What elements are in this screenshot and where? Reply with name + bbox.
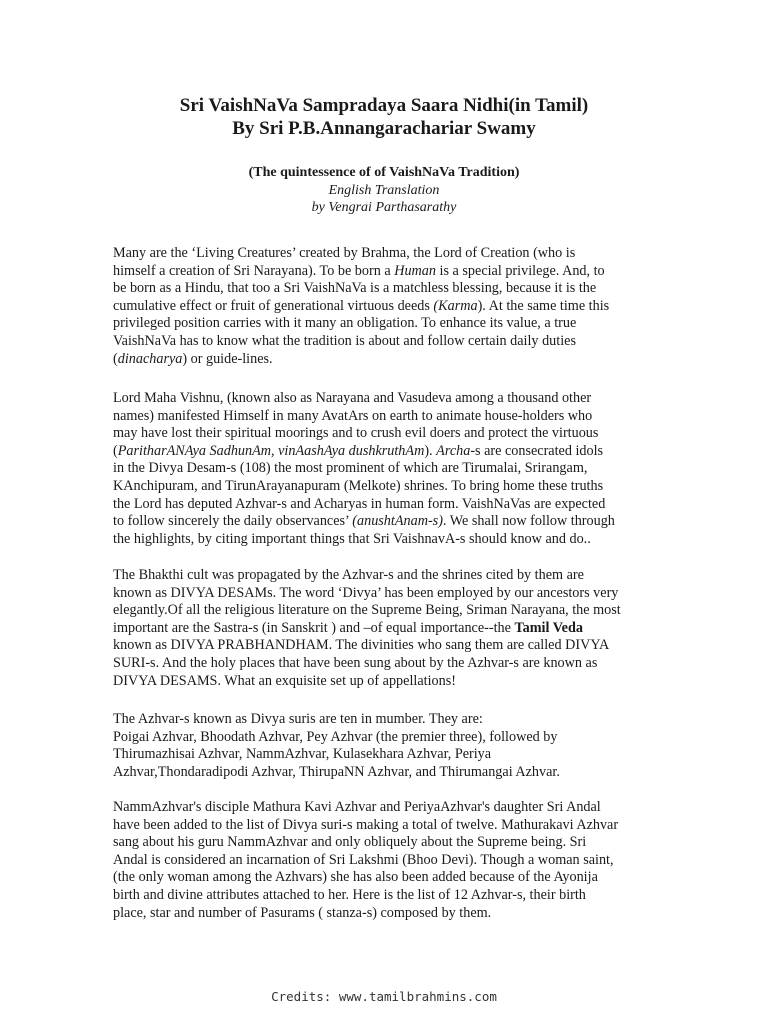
text-line: have been added to the list of Divya suri-s making a total of twelve. Mathurakavi Azhvar bbox=[113, 816, 619, 833]
emphasis-karma: (Karma bbox=[433, 297, 478, 314]
text-line: The Azhvar-s known as Divya suris are ten in mumber. They are: bbox=[113, 711, 483, 727]
paragraph-azhvar-list bbox=[113, 711, 661, 781]
credits-footer: Credits: www.tamilbrahmins.com bbox=[271, 989, 497, 1004]
text-line: in the Divya Desam-s (108) the most prominent of which are Tirumalai, Srirangam, bbox=[113, 460, 588, 477]
title-line-1: Sri VaishNaVa Sampradaya Saara Nidhi(in Tamil) bbox=[179, 95, 589, 116]
text-line: names) manifested Himself in many AvatArs on earth to animate house-holders who bbox=[113, 407, 593, 424]
text-line: (dinacharya) or guide-lines. bbox=[113, 350, 273, 367]
text-line: sang about his guru NammAzhvar and only obliquely about the Supreme being. Sri bbox=[113, 834, 587, 851]
text-line: known as DIVYA PRABHANDHAM. The divinities who sang them are called DIVYA bbox=[113, 637, 610, 654]
text-line: DIVYA DESAMS. What an exquisite set up of appellations! bbox=[113, 672, 456, 689]
paragraph-living-creatures bbox=[113, 245, 661, 368]
title-line-2: By Sri P.B.Annangarachariar Swamy bbox=[232, 118, 536, 139]
text-line: may have lost their spiritual moorings and to crush evil doers and protect the virtuous bbox=[113, 425, 599, 442]
emphasis-dinacharya: dinacharya bbox=[117, 350, 183, 367]
text-line: the highlights, by citing important things that Sri VaishnavA-s should know and do.. bbox=[113, 530, 591, 547]
text-line: to follow sincerely the daily observances’ (anushtAnam-s). We shall now follow through bbox=[113, 513, 615, 530]
text-line: important are the Sastra-s (in Sanskrit ) and –of equal importance--the Tamil Veda bbox=[113, 619, 583, 636]
document-title bbox=[0, 94, 768, 140]
text-line: birth and divine attributes attached to her. Here is the list of 12 Azhvar-s, their birth bbox=[113, 886, 586, 903]
text-line: Thirumazhisai Azhvar, NammAzhvar, Kulasekhara Azhvar, Periya bbox=[113, 746, 492, 763]
paragraph-andal bbox=[113, 799, 661, 922]
text-line: himself a creation of Sri Narayana). To be born a Human is a special privilege. And, to bbox=[113, 262, 605, 279]
translation-note: English Translation bbox=[328, 182, 440, 198]
text-line: Andal is considered an incarnation of Sri Lakshmi (Bhoo Devi). Though a woman saint, bbox=[113, 851, 614, 868]
text-line: known as DIVYA DESAMs. The word ‘Divya’ has been employed by our ancestors very bbox=[113, 584, 619, 601]
text-line: The Bhakthi cult was propagated by the Azhvar-s and the shrines cited by them are bbox=[113, 567, 584, 583]
paragraph-maha-vishnu bbox=[113, 390, 661, 548]
text-line: Many are the ‘Living Creatures’ created by Brahma, the Lord of Creation (who is bbox=[113, 245, 576, 261]
text-line: place, star and number of Pasurams ( stanza-s) composed by them. bbox=[113, 904, 492, 921]
text-line: Azhvar,Thondaradipodi Azhvar, ThirupaNN Azhvar, and Thirumangai Azhvar. bbox=[113, 763, 560, 780]
text-line: be born as a Hindu, that too a Sri VaishNaVa is a matchless blessing, because it is the bbox=[113, 280, 597, 297]
paragraph-bhakthi-cult bbox=[113, 567, 661, 690]
emphasis-anushtanam: (anushtAnam-s) bbox=[352, 513, 443, 530]
text-line: VaishNaVa has to know what the tradition is about and follow certain daily duties bbox=[113, 332, 576, 349]
emphasis-human: Human bbox=[394, 262, 436, 279]
text-line: (ParitharANAya SadhunAm, vinAashAya dushkruthAm). Archa-s are consecrated idols bbox=[113, 442, 604, 459]
text-line: the Lord has deputed Azhvar-s and Acharyas in human form. VaishNaVas are expected bbox=[113, 495, 606, 512]
text-line: elegantly.Of all the religious literature on the Supreme Being, Sriman Narayana, the most bbox=[113, 602, 621, 619]
document-subtitle bbox=[0, 164, 768, 217]
text-line: NammAzhvar's disciple Mathura Kavi Azhvar and PeriyaAzhvar's daughter Sri Andal bbox=[113, 799, 601, 815]
text-line: KAnchipuram, and TirunArayanapuram (Melkote) shrines. To bring home these truths bbox=[113, 477, 604, 494]
text-line: cumulative effect or fruit of generational virtuous deeds (Karma). At the same time this bbox=[113, 297, 610, 314]
emphasis-archa: Archa bbox=[436, 442, 471, 459]
subtitle-heading: (The quintessence of of VaishNaVa Tradition) bbox=[248, 165, 520, 180]
text-line: Poigai Azhvar, Bhoodath Azhvar, Pey Azhvar (the premier three), followed by bbox=[113, 728, 558, 745]
bold-tamil-veda: Tamil Veda bbox=[514, 619, 583, 636]
text-line: (the only woman among the Azhvars) she has also been added because of the Ayonija bbox=[113, 869, 598, 886]
text-line: privileged position carries with it many an obligation. To enhance its value, a true bbox=[113, 315, 577, 332]
text-line: Lord Maha Vishnu, (known also as Narayana and Vasudeva among a thousand other bbox=[113, 390, 592, 406]
text-line: SURI-s. And the holy places that have been sung about by the Azhvar-s are known as bbox=[113, 654, 598, 671]
emphasis-sanskrit-verse: ParitharANAya SadhunAm, vinAashAya dushkruthAm bbox=[117, 442, 425, 459]
translator-credit: by Vengrai Parthasarathy bbox=[311, 200, 457, 215]
